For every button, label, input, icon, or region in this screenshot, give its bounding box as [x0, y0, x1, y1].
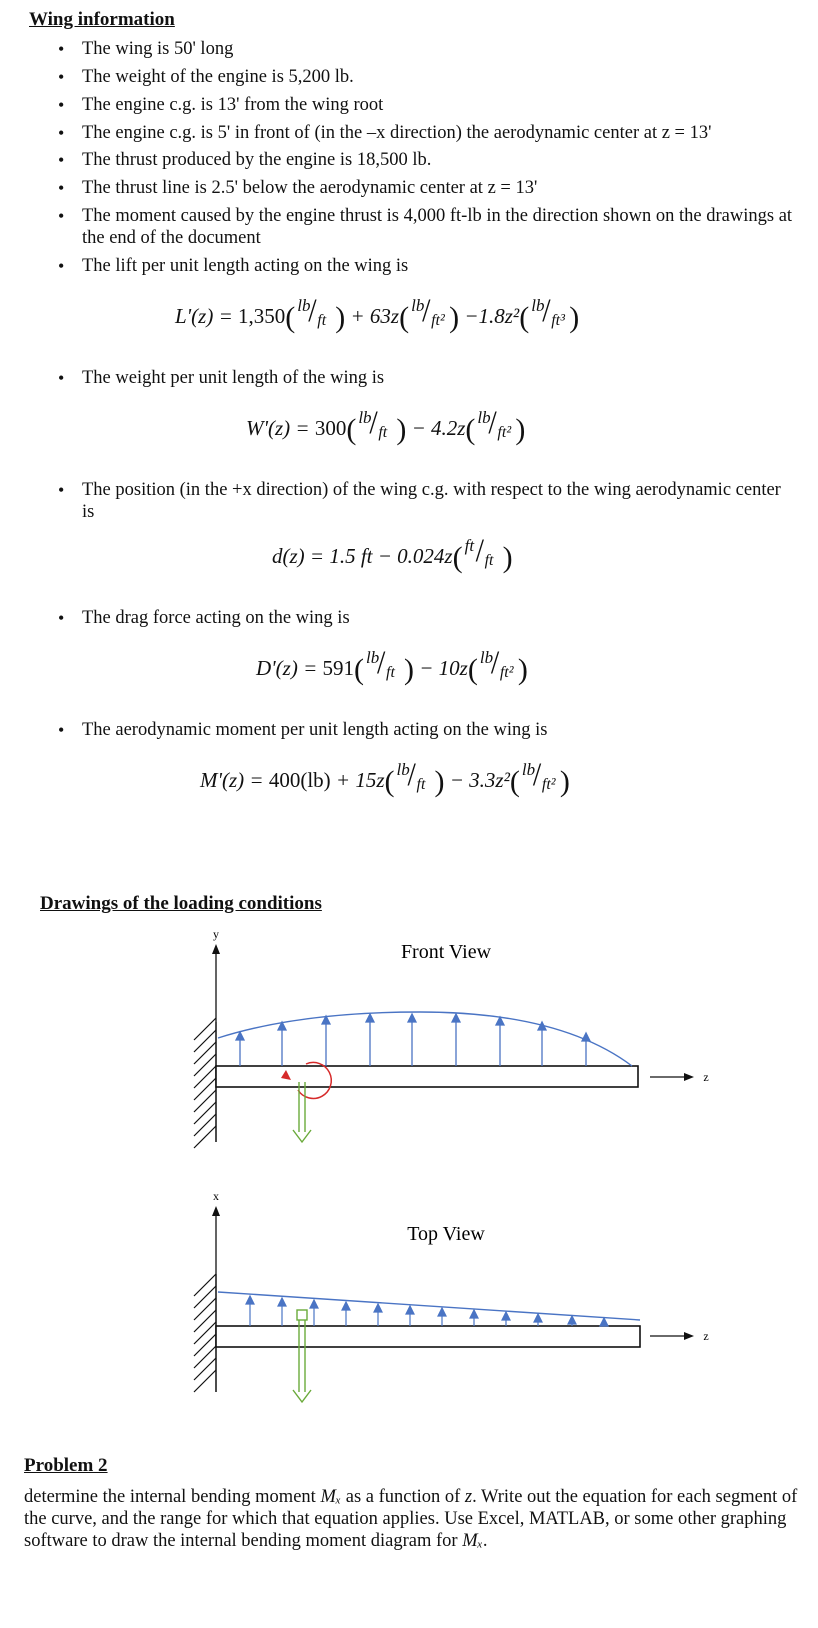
list-item: • The weight per unit length of the wing is [56, 367, 796, 389]
list-item: • The position (in the +x direction) of the wing c.g. with respect to the wing aerodynamic center is [56, 479, 796, 523]
list-item: • The thrust produced by the engine is 18,500 lb. [56, 149, 796, 171]
top-view-diagram [180, 1182, 740, 1422]
z-axis-label: z [703, 1070, 709, 1084]
problem-text: determine the internal bending moment Mₓ as a function of z. Write out the equation for each segment of the curve, and the range for which that equation applies. Use Excel, MATLAB, or some other graphing software to draw the internal bending moment diagram for Mₓ. [24, 1487, 798, 1551]
front-view-diagram [180, 922, 740, 1162]
wing-beam [216, 1326, 640, 1347]
drag-equation: D'(z) = 591( lb / ft ) − 10z( lb / ft² ) [256, 644, 528, 686]
list-item: • The aerodynamic moment per unit length acting on the wing is [56, 719, 796, 741]
top-view-title: Top View [407, 1223, 485, 1245]
wall-hatching [194, 1018, 216, 1148]
drag-arrows [246, 1296, 608, 1326]
engine-weight-arrow [293, 1310, 311, 1402]
lift-equation: L'(z) = 1,350( lb / ft ) + 63z( lb / ft² ) −1.8z²( lb / ft³ ) [175, 292, 580, 334]
position-equation: d(z) = 1.5 ft − 0.024z( ft / ft ) [272, 532, 513, 574]
z-axis-label: z [703, 1329, 709, 1343]
drawings-heading: Drawings of the loading conditions [40, 893, 322, 914]
weight-equation: W'(z) = 300( lb / ft ) − 4.2z( lb / ft² ) [246, 404, 526, 446]
list-item: • The engine c.g. is 13' from the wing root [56, 94, 796, 116]
wing-beam [216, 1066, 638, 1087]
z-axis-arrowhead [684, 1332, 694, 1340]
list-item: • The weight of the engine is 5,200 lb. [56, 66, 796, 88]
list-item: • The wing is 50' long [56, 38, 796, 60]
lift-distribution-curve [218, 1012, 632, 1066]
y-axis-label: y [213, 927, 219, 941]
list-item: • The thrust line is 2.5' below the aerodynamic center at z = 13' [56, 177, 796, 199]
y-axis-arrowhead [212, 944, 220, 954]
list-item: • The moment caused by the engine thrust is 4,000 ft-lb in the direction shown on the drawings at the end of the document [56, 205, 796, 249]
engine-weight-arrow [293, 1082, 311, 1142]
front-view-title: Front View [400, 941, 492, 963]
problem-heading: Problem 2 [24, 1455, 108, 1476]
list-item: • The lift per unit length acting on the wing is [56, 255, 796, 277]
list-item: • The engine c.g. is 5' in front of (in the –x direction) the aerodynamic center at z = 13' [56, 122, 796, 144]
list-item: • The drag force acting on the wing is [56, 607, 796, 629]
wall-hatching [194, 1274, 216, 1392]
moment-equation: M'(z) = 400(lb) + 15z( lb / ft ) − 3.3z²( lb / ft² ) [200, 756, 570, 798]
x-axis-arrowhead [212, 1206, 220, 1216]
wing-info-heading: Wing information [29, 9, 175, 30]
x-axis-label: x [213, 1189, 219, 1203]
z-axis-arrowhead [684, 1073, 694, 1081]
